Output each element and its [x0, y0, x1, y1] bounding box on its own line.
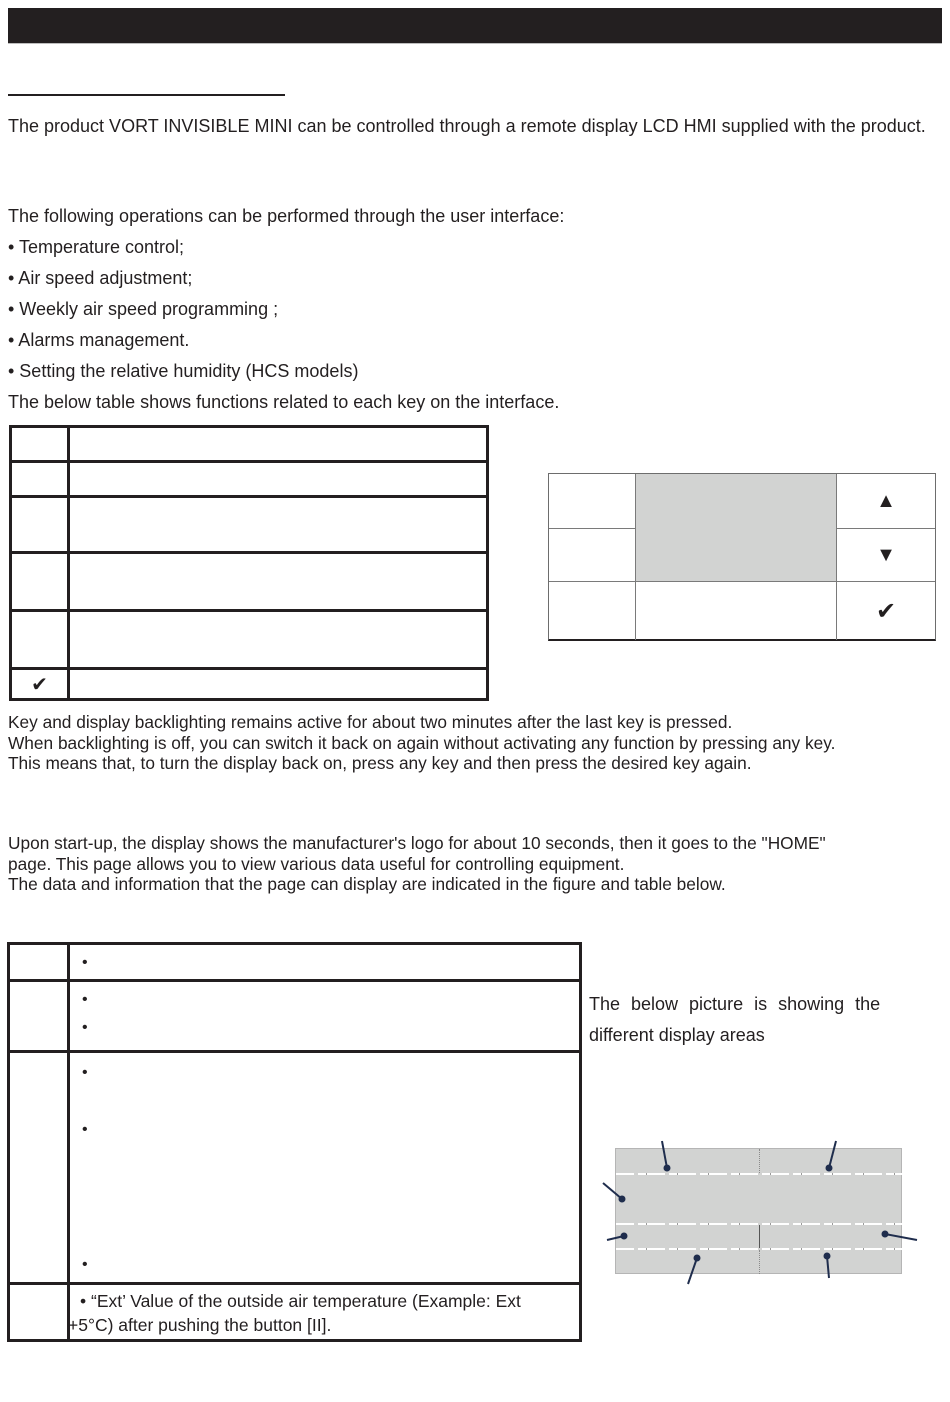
lcd-screen	[636, 474, 837, 582]
table-row	[9, 1284, 581, 1341]
pointer-lines-icon	[595, 1130, 930, 1300]
key-description-cell	[69, 553, 488, 611]
backlight-line: When backlighting is off, you can switch it back on again without activating any function by pressing any key.	[8, 732, 836, 753]
note-line: The below picture is showing the	[589, 994, 881, 1014]
key-description-cell	[69, 669, 488, 700]
area-description-cell	[69, 981, 581, 1052]
keypad-left-middle-key	[549, 529, 636, 582]
checkmark-icon: ✔	[11, 669, 69, 700]
key-description-cell	[69, 427, 488, 462]
note-line: different display areas	[589, 1025, 765, 1045]
key-symbol-cell	[11, 462, 69, 497]
operation-item: • Weekly air speed programming ;	[8, 299, 279, 319]
area-description-cell	[69, 944, 581, 981]
bullet: •	[82, 1019, 88, 1036]
table-row	[11, 497, 488, 553]
area-description-cell	[69, 1284, 581, 1341]
operations-intro: The following operations can be performed through the user interface:	[8, 206, 565, 226]
key-symbol-cell	[11, 497, 69, 553]
keys-table-intro: The below table shows functions related to each key on the interface.	[8, 392, 560, 412]
startup-line: The data and information that the page can display are indicated in the figure and table below.	[8, 874, 726, 894]
bullet: •	[82, 991, 88, 1008]
bullet: •	[82, 1256, 88, 1273]
keys-function-table	[9, 425, 489, 701]
table-row	[9, 981, 581, 1052]
table-row	[9, 1052, 581, 1284]
key-symbol-cell	[11, 427, 69, 462]
key-description-cell	[69, 462, 488, 497]
backlight-line: This means that, to turn the display back on, press any key and then press the desired key again.	[8, 753, 752, 773]
operation-item: • Temperature control;	[8, 237, 185, 257]
startup-line: page. This page allows you to view various data useful for controlling equipment.	[8, 853, 625, 874]
startup-line: Upon start-up, the display shows the manufacturer's logo for about 10 seconds, then it goes to the "HOME"	[8, 833, 826, 853]
operation-item: • Air speed adjustment;	[8, 268, 193, 288]
table-row	[11, 553, 488, 611]
section-header-bar	[8, 8, 942, 44]
operation-item: • Setting the relative humidity (HCS models)	[8, 361, 359, 381]
key-symbol-cell	[11, 611, 69, 669]
down-arrow-icon: ▼	[837, 529, 935, 582]
area-label-cell	[9, 1052, 69, 1284]
up-arrow-icon: ▲	[837, 474, 935, 529]
section-title-underline	[8, 94, 285, 96]
area-label-cell	[9, 981, 69, 1052]
operation-item: • Alarms management.	[8, 330, 190, 350]
key-description-cell	[69, 611, 488, 669]
ext-temperature-description: • “Ext’ Value of the outside air temperature (Example: Ext +5°C) after pushing the button [II].	[68, 1291, 521, 1335]
table-row	[11, 427, 488, 462]
bullet: •	[82, 1064, 88, 1081]
area-description-cell	[69, 1052, 581, 1284]
area-label-cell	[9, 944, 69, 981]
key-description-cell	[69, 497, 488, 553]
area-label-cell	[9, 1284, 69, 1341]
backlight-line: Key and display backlighting remains active for about two minutes after the last key is pressed.	[8, 712, 733, 732]
home-page-data-table	[7, 942, 582, 1342]
checkmark-icon: ✔	[875, 597, 897, 625]
table-row	[9, 944, 581, 981]
keypad-bottom-center-area	[636, 582, 837, 640]
keypad-figure	[548, 473, 936, 641]
backlight-paragraph	[8, 712, 948, 774]
startup-paragraph	[8, 833, 948, 895]
bullet: •	[82, 954, 88, 971]
table-row	[11, 462, 488, 497]
bullet: •	[82, 1121, 88, 1138]
table-row	[11, 611, 488, 669]
keypad-left-top-key	[549, 474, 636, 529]
intro-paragraph: The product VORT INVISIBLE MINI can be controlled through a remote display LCD HMI supplied with the product.	[8, 116, 926, 136]
key-symbol-cell	[11, 553, 69, 611]
table-row	[11, 669, 488, 700]
display-areas-note	[589, 989, 919, 1051]
keypad-left-bottom-key	[549, 582, 636, 640]
